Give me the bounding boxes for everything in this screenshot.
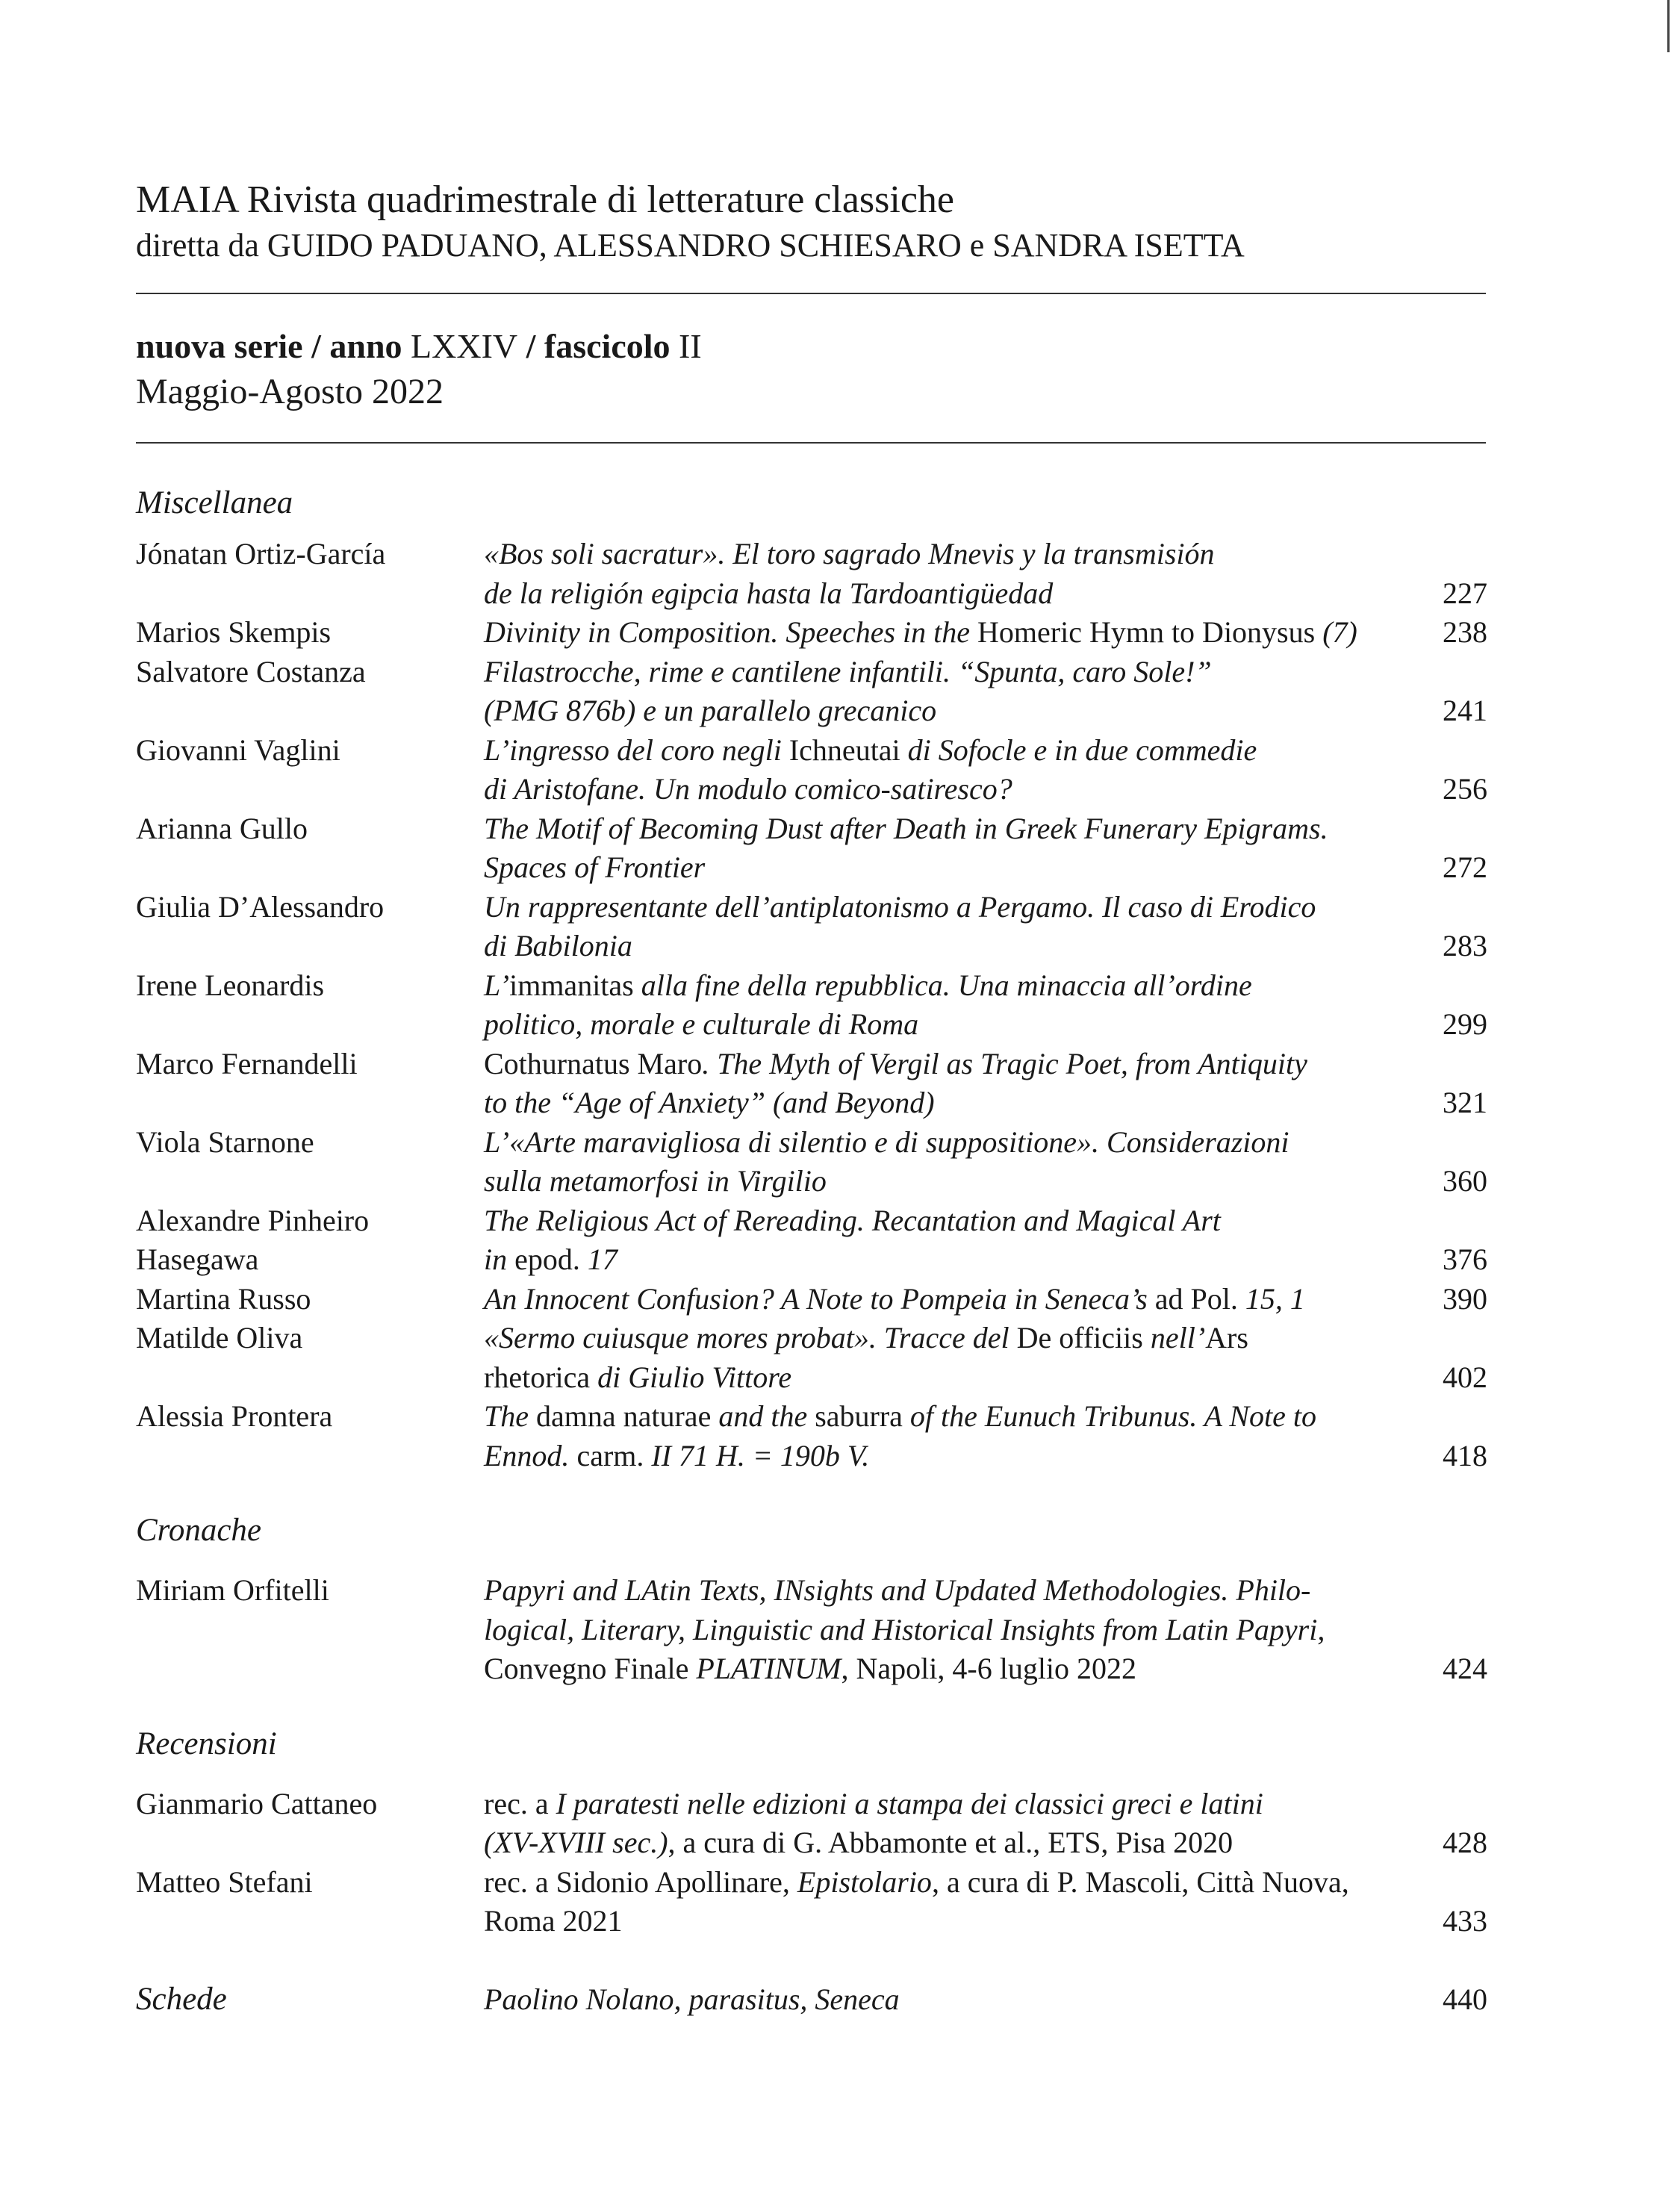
header-divider-2 — [136, 442, 1486, 444]
entry-title — [484, 1123, 1398, 1201]
entry-title-part: De officiis — [1016, 1321, 1143, 1354]
entry-title — [484, 1280, 1398, 1319]
toc-entry[interactable] — [136, 1863, 1487, 1941]
entry-title-part: «Sermo cuiusque mores probat». Tracce del — [484, 1321, 1017, 1354]
entry-title-part: Divinity in Composition. Speeches in the — [484, 615, 977, 649]
entry-author: Giulia D’Alessandro — [136, 889, 385, 924]
entry-page: 376 — [1443, 1242, 1487, 1276]
entry-title-line: «Bos soli sacratur». El toro sagrado Mnevis y la transmisión — [484, 537, 1215, 570]
entry-title — [484, 1863, 1398, 1941]
entry-title-part: sec.) — [605, 1826, 668, 1859]
entry-author: Martina Russo — [136, 1281, 311, 1316]
entry-title — [484, 809, 1398, 888]
toc-entry[interactable] — [136, 1571, 1487, 1689]
entry-title-line: sulla metamorfosi in Virgilio — [484, 1164, 827, 1198]
entry-page: 418 — [1443, 1438, 1487, 1472]
header-divider — [136, 293, 1486, 294]
entry-title — [484, 1397, 1398, 1475]
page-edge-line — [1667, 0, 1670, 52]
toc-entry[interactable] — [136, 1280, 1487, 1319]
toc-entry[interactable] — [136, 1045, 1487, 1123]
entry-author-line: Hasegawa — [136, 1242, 259, 1276]
entry-title — [484, 1045, 1398, 1123]
entry-title — [484, 613, 1398, 653]
entry-title-part — [644, 1439, 651, 1472]
entry-title-part: saburra — [815, 1399, 903, 1433]
entry-page: 390 — [1443, 1281, 1487, 1316]
entry-title-part: nell’ — [1142, 1321, 1206, 1354]
issue-date: Maggio-Agosto 2022 — [136, 372, 444, 411]
issue-prefix: nuova serie / anno — [136, 327, 411, 365]
toc-entry[interactable] — [136, 888, 1487, 966]
entry-author: Gianmario Cattaneo — [136, 1786, 378, 1820]
issue-number: II — [679, 327, 702, 365]
entry-author: Salvatore Costanza — [136, 654, 366, 688]
entry-title-line: Un rappresentante dell’antiplatonismo a Pergamo. Il caso di Erodico — [484, 889, 1316, 924]
entry-title-part: Convegno Finale — [484, 1652, 697, 1685]
entry-title-line: de la religión egipcia hasta la Tardoantigüedad — [484, 576, 1054, 610]
toc-entry[interactable] — [136, 1980, 1487, 2020]
entry-page: 238 — [1443, 615, 1487, 649]
entry-page: 283 — [1443, 929, 1487, 962]
toc-cronache — [136, 1571, 1487, 1689]
entry-title-line: (PMG 876b) e un parallelo grecanico — [484, 694, 937, 727]
entry-title-part: , Napoli, 4-6 luglio 2022 — [841, 1652, 1137, 1685]
toc-entry[interactable] — [136, 1397, 1487, 1475]
entry-title-line: politico, morale e culturale di Roma — [484, 1007, 919, 1041]
journal-title: MAIA Rivista quadrimestrale di letterature classiche — [136, 178, 954, 221]
entry-title-part: and the — [711, 1399, 815, 1433]
entry-title — [484, 1319, 1398, 1397]
entry-title-part: 71 H. = 190b V. — [671, 1438, 870, 1472]
entry-title-part: , Pisa 2020 — [1101, 1826, 1233, 1859]
issue-year: LXXIV — [411, 327, 518, 365]
issue-mid: / fascicolo — [517, 327, 679, 365]
entry-title-part: Ars — [1205, 1321, 1248, 1354]
entry-title-part: Homeric Hymn to Dionysus — [977, 615, 1316, 649]
entry-title-line: to the “Age of Anxiety” (and Beyond) — [484, 1086, 935, 1119]
entry-title: Paolino Nolano, parasitus, Seneca — [484, 1982, 900, 2016]
entry-title-part: ETS — [1048, 1826, 1101, 1859]
entry-page: 424 — [1443, 1652, 1487, 1685]
entry-title-part: di Sofocle e in due commedie — [900, 732, 1257, 767]
entry-page: 272 — [1443, 850, 1487, 884]
entry-title-part: (7) — [1315, 615, 1357, 649]
toc-entry[interactable] — [136, 535, 1487, 613]
entry-title-part: Ennod. — [484, 1438, 577, 1472]
entry-title-part: Ichneutai — [788, 732, 900, 767]
entry-author-line: Alexandre Pinheiro — [136, 1203, 370, 1237]
section-title-recensioni: Recensioni — [136, 1726, 277, 1761]
entry-title-part: damna naturae — [536, 1399, 712, 1433]
toc-recensioni — [136, 1785, 1487, 1941]
entry-title-line: di Babilonia — [484, 929, 632, 962]
entry-title-part: I paratesti nelle edizioni a stampa dei classici greci e latini — [556, 1786, 1263, 1820]
toc-entry[interactable] — [136, 809, 1487, 888]
entry-title-part: PLATINUM — [696, 1652, 841, 1685]
entry-author: Marios Skempis — [136, 615, 332, 649]
entry-title-part: 17 — [579, 1242, 617, 1276]
entry-page: 241 — [1443, 694, 1487, 727]
issue-info — [136, 324, 1487, 369]
entry-author: Jónatan Ortiz-García — [136, 537, 386, 570]
entry-title-line: The Motif of Becoming Dust after Death in Greek Funerary Epigrams. — [484, 811, 1328, 845]
entry-author: Giovanni Vaglini — [136, 732, 340, 767]
toc-entry[interactable] — [136, 1319, 1487, 1397]
entry-title-part: II — [651, 1438, 672, 1472]
entry-title-part: rec. a Sidonio Apollinare, — [484, 1864, 797, 1899]
entry-title-part: L’ingresso del coro negli — [484, 732, 789, 767]
entry-title-line: Papyri and LAtin Texts, INsights and Updated Methodologies. Philo- — [484, 1573, 1311, 1607]
entry-title-part: in — [484, 1242, 515, 1276]
entry-author: Alessia Prontera — [136, 1399, 333, 1433]
section-title-cronache: Cronache — [136, 1513, 261, 1548]
entry-page: 428 — [1443, 1826, 1487, 1859]
entry-author — [136, 1201, 484, 1280]
entry-title — [484, 1201, 1398, 1280]
section-title-schede: Schede — [136, 1981, 227, 2017]
entry-author: Matteo Stefani — [136, 1864, 313, 1899]
toc-entry[interactable] — [136, 731, 1487, 809]
entry-title-part: carm. — [576, 1438, 644, 1472]
entry-title-part: rec. a — [484, 1786, 556, 1820]
table-of-contents-page — [136, 176, 1487, 2019]
entry-title-line: Spaces of Frontier — [484, 850, 706, 884]
toc-entry[interactable] — [136, 1201, 1487, 1280]
entry-title-part: ( — [484, 1826, 494, 1859]
entry-title-part: . The Myth of Vergil as Tragic Poet, from Antiquity — [702, 1046, 1307, 1080]
entry-page: 433 — [1443, 1904, 1487, 1938]
entry-title — [484, 535, 1398, 613]
entry-author: Viola Starnone — [136, 1125, 314, 1159]
entry-title — [484, 966, 1398, 1045]
entry-title-line: di Aristofane. Un modulo comico-satiresco? — [484, 772, 1012, 806]
entry-title-part: Cothurnatus Maro — [484, 1046, 703, 1080]
entry-page: 360 — [1443, 1164, 1487, 1198]
toc-entry[interactable] — [136, 966, 1487, 1045]
entry-title-part: , a cura di G. Abbamonte et al., — [668, 1826, 1048, 1859]
entry-title — [484, 731, 1398, 809]
entry-page: 227 — [1443, 576, 1487, 610]
entry-title — [484, 888, 1398, 966]
entry-title-line: L’«Arte maravigliosa di silentio e di suppositione». Considerazioni — [484, 1125, 1289, 1159]
entry-title — [484, 653, 1398, 731]
toc-entry[interactable] — [136, 1785, 1487, 1863]
entry-title-line: logical, Literary, Linguistic and Historical Insights from Latin Papyri, — [484, 1612, 1325, 1646]
entry-title-part: An Innocent Confusion? A Note to Pompeia in Seneca’s — [484, 1281, 1155, 1316]
entry-page: 299 — [1443, 1007, 1487, 1041]
entry-author: Arianna Gullo — [136, 811, 308, 845]
toc-miscellanea — [136, 535, 1487, 1475]
toc-entry[interactable] — [136, 613, 1487, 653]
entry-author: Marco Fernandelli — [136, 1046, 358, 1080]
entry-title-line: Filastrocche, rime e cantilene infantili. “Spunta, caro Sole!” — [484, 654, 1212, 688]
entry-title — [484, 1785, 1398, 1863]
journal-directors: diretta da GUIDO PADUANO, ALESSANDRO SCHIESARO e SANDRA ISETTA — [136, 227, 1245, 264]
entry-title-part: rhetorica — [484, 1360, 591, 1394]
entry-title-part: 15, 1 — [1237, 1281, 1305, 1316]
entry-title-line: The Religious Act of Rereading. Recantation and Magical Art — [484, 1203, 1221, 1237]
entry-title-part: , a cura di P. Mascoli, Città Nuova, — [931, 1864, 1349, 1899]
entry-author: Miriam Orfitelli — [136, 1573, 329, 1607]
entry-title-part: ad Pol. — [1154, 1281, 1238, 1316]
section-title-miscellanea: Miscellanea — [136, 485, 293, 520]
entry-title-part: XV-XVIII — [494, 1826, 606, 1859]
entry-author: Irene Leonardis — [136, 968, 325, 1002]
entry-title — [484, 1571, 1398, 1689]
entry-title-part: di Giulio Vittore — [590, 1360, 792, 1394]
entry-title-part: Epistolario — [797, 1864, 932, 1899]
entry-title-part: of the Eunuch Tribunus. A Note to — [902, 1399, 1317, 1433]
entry-page: 321 — [1443, 1086, 1487, 1119]
toc-schede — [136, 1980, 1487, 2020]
entry-author: Matilde Oliva — [136, 1321, 303, 1354]
entry-title-part: The — [484, 1399, 536, 1433]
entry-page: 402 — [1443, 1360, 1487, 1394]
entry-page: 256 — [1443, 772, 1487, 806]
entry-title-part: L’ — [484, 968, 510, 1002]
entry-title-part: epod. — [514, 1242, 580, 1276]
entry-title-part: alla fine della repubblica. Una minaccia all’ordine — [633, 968, 1252, 1002]
toc-entry[interactable] — [136, 1123, 1487, 1201]
entry-page: 440 — [1443, 1982, 1487, 2016]
toc-entry[interactable] — [136, 653, 1487, 731]
entry-title-line: Roma 2021 — [484, 1904, 623, 1938]
entry-title-part: immanitas — [509, 968, 634, 1002]
